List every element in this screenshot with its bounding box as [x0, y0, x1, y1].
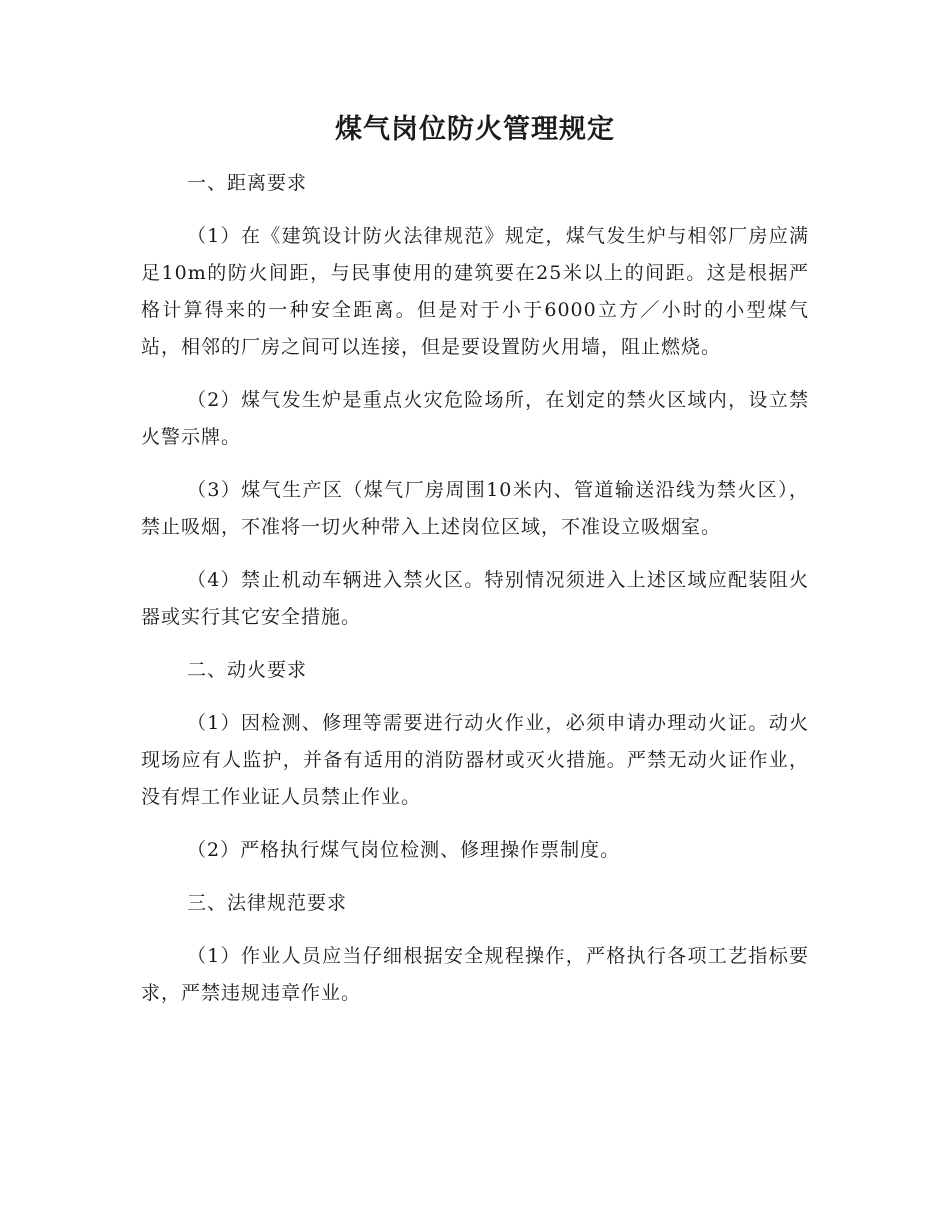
section-heading-hot-work: 二、动火要求 [187, 659, 308, 681]
paragraph-distance-4: （4）禁止机动车辆进入禁火区。特别情况须进入上述区域应配装阻火器或实行其它安全措施。 [141, 569, 809, 628]
document-body [141, 165, 809, 1028]
section-heading-regulations: 三、法律规范要求 [187, 892, 348, 914]
paragraph-distance-3: （3）煤气生产区（煤气厂房周围10米内、管道输送沿线为禁火区），禁止吸烟，不准将一切火种带入上述岗位区域，不准设立吸烟室。 [141, 479, 809, 538]
paragraph-distance-2: （2）煤气发生炉是重点火灾危险场所，在划定的禁火区域内，设立禁火警示牌。 [141, 389, 809, 448]
paragraph-hot-work-2: （2）严格执行煤气岗位检测、修理操作票制度。 [187, 839, 621, 861]
paragraph-regulations-1: （1）作业人员应当仔细根据安全规程操作，严格执行各项工艺指标要求，严禁违规违章作业。 [141, 945, 809, 1004]
page-title: 煤气岗位防火管理规定 [335, 114, 615, 145]
section-heading-distance: 一、距离要求 [187, 172, 308, 194]
paragraph-distance-1: （1）在《建筑设计防火法律规范》规定，煤气发生炉与相邻厂房应满足10m的防火间距，与民事使用的建筑要在25米以上的间距。这是根据严格计算得来的一种安全距离。但是对于小于6000立方／小时的小型煤气站，相邻的厂房之间可以连接，但是要设置防火用墙，阻止燃烧。 [141, 225, 809, 358]
paragraph-hot-work-1: （1）因检测、修理等需要进行动火作业，必须申请办理动火证。动火现场应有人监护，并备有适用的消防器材或灭火措施。严禁无动火证作业，没有焊工作业证人员禁止作业。 [141, 712, 809, 808]
